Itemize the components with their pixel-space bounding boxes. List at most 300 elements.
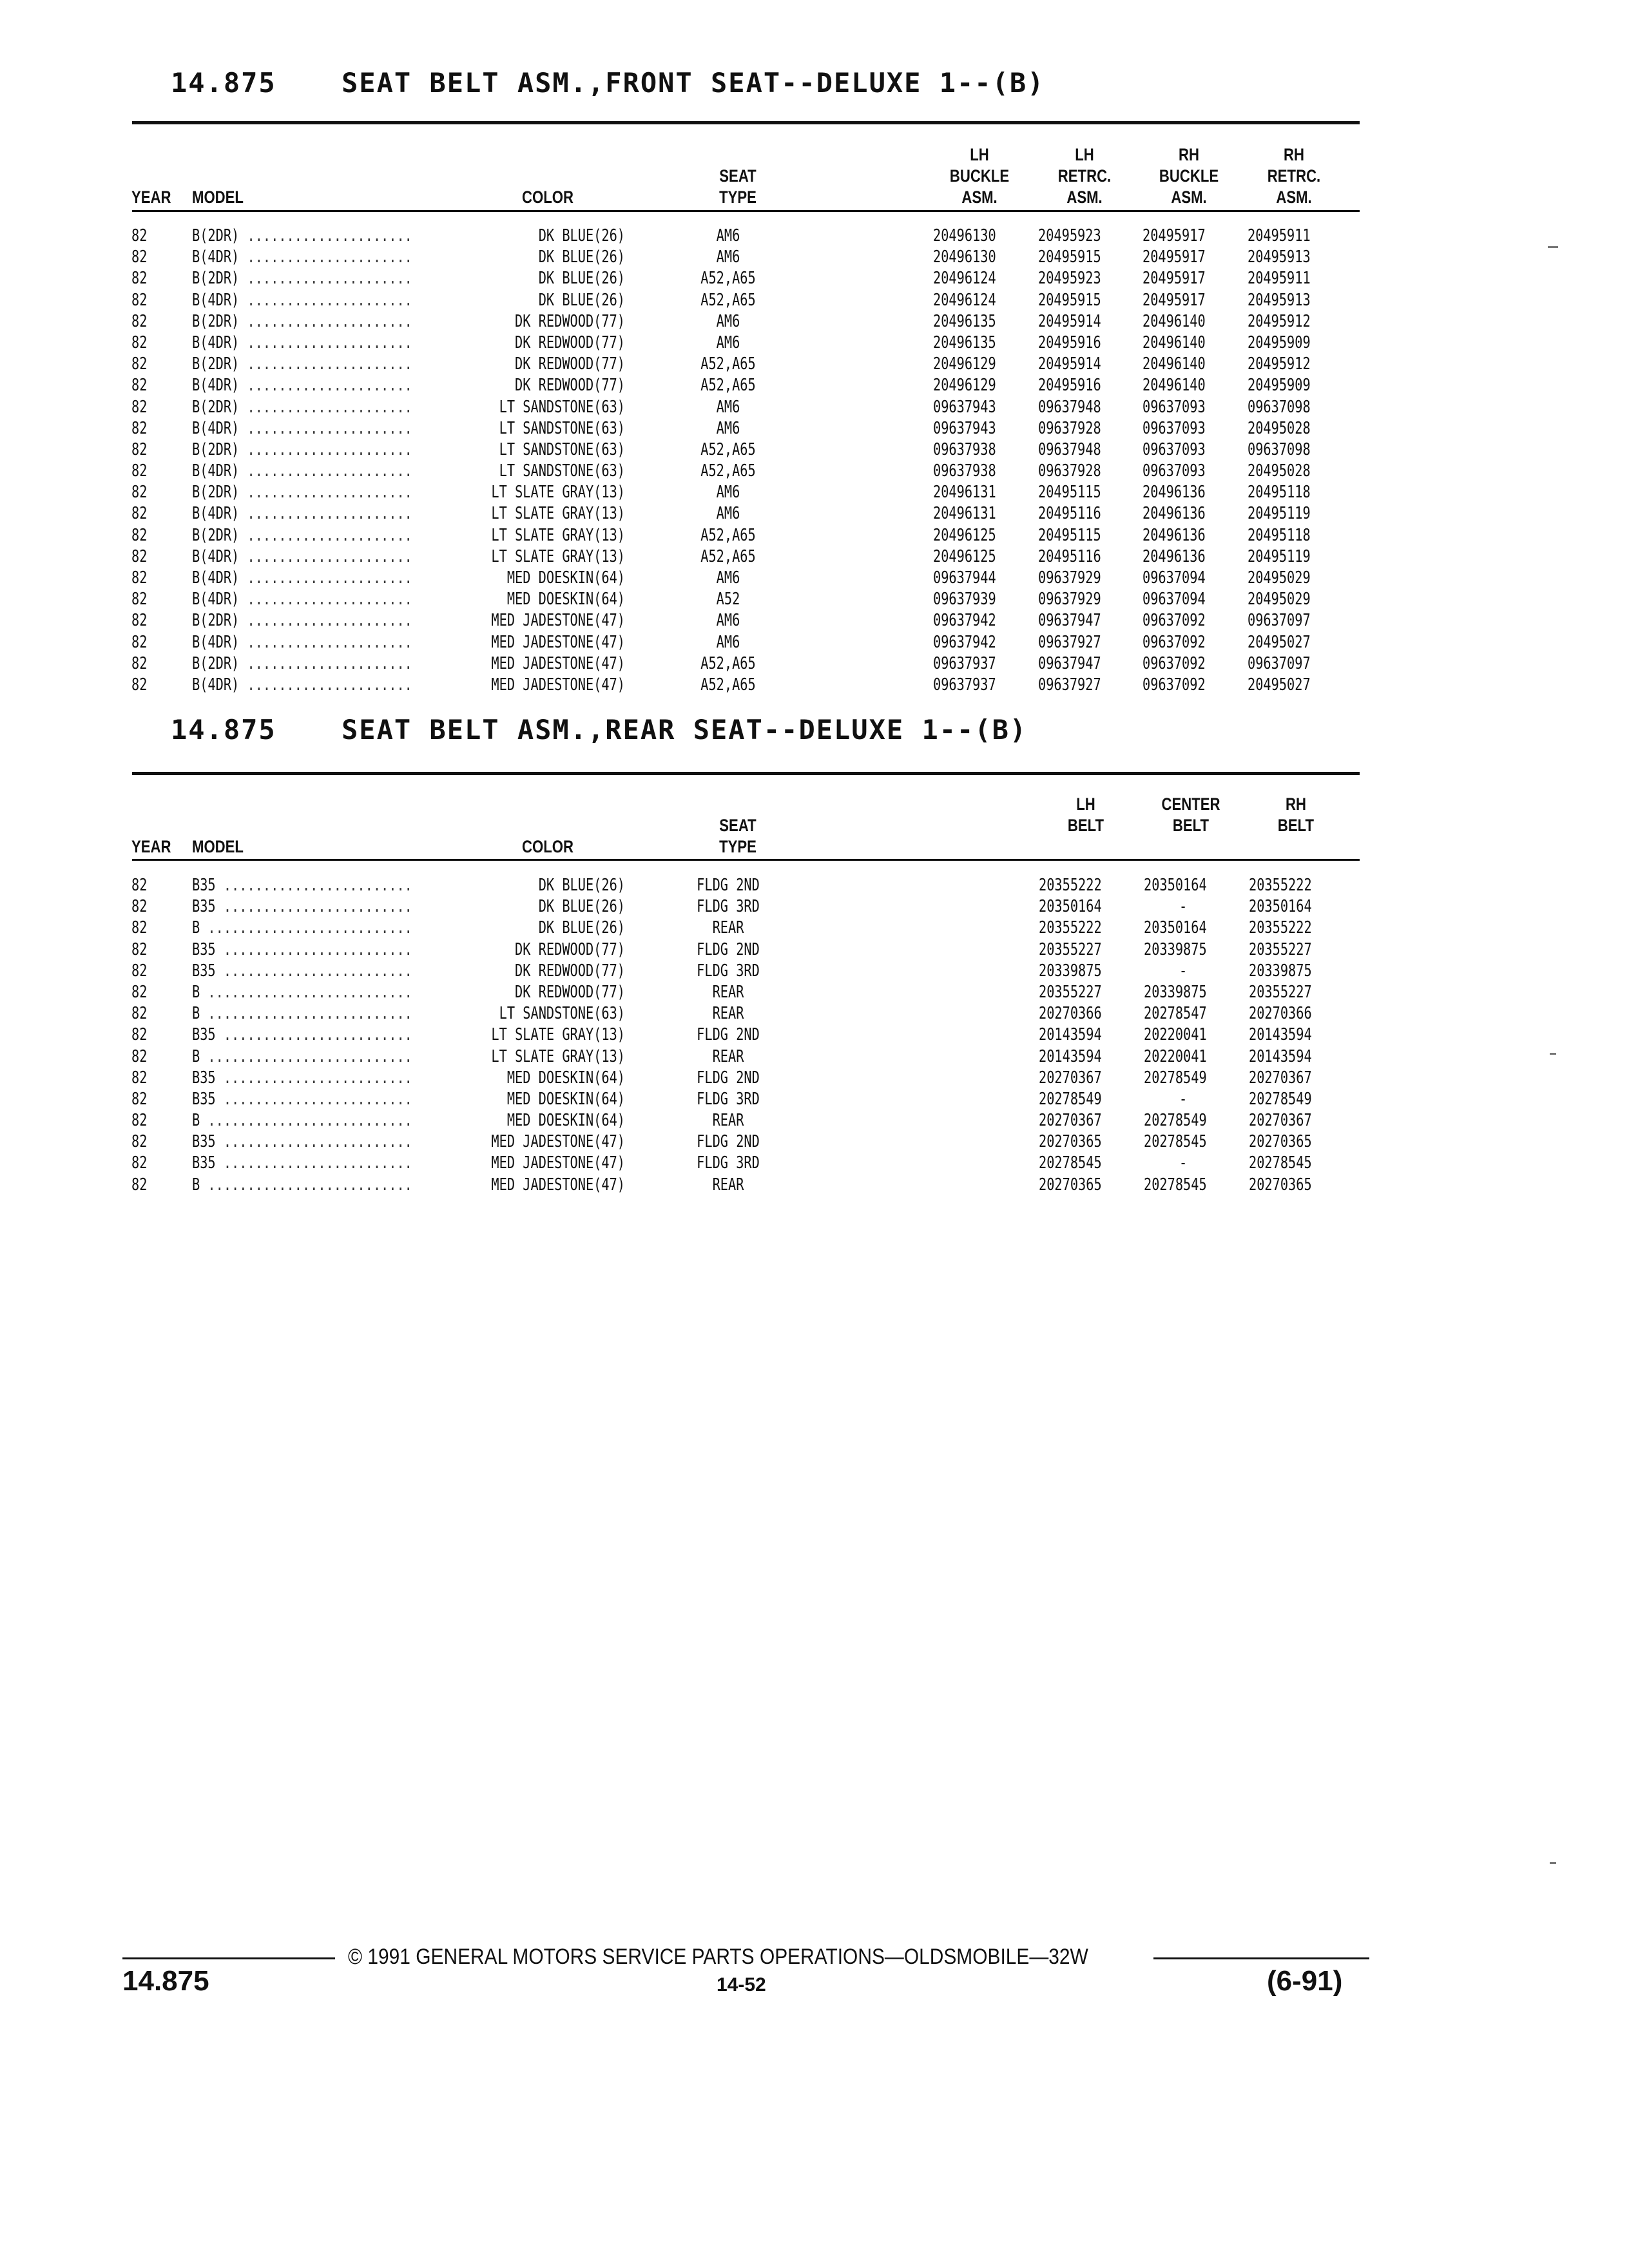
lh-retrc-cell: 09637927 (1038, 675, 1101, 695)
rh-retrc-cell: 20495029 (1248, 568, 1311, 588)
year-cell: 82 (131, 611, 148, 631)
center-belt-cell: 20350164 (1144, 918, 1207, 938)
lh-buckle-cell: 20496135 (933, 332, 996, 352)
model-cell: B(4DR) ..... (192, 546, 412, 568)
front-header-rh-retrc-2: RETRC. (1267, 166, 1321, 186)
model-cell: B35 ..... (192, 875, 412, 896)
color-cell: MED DOESKIN(64) (459, 1068, 625, 1089)
seat-type-cell: AM6 (716, 247, 740, 267)
year-cell: 82 (131, 918, 148, 938)
color-cell: DK REDWOOD(77) (459, 939, 625, 961)
lh-buckle-cell: 20496131 (933, 504, 996, 524)
footer-rule-right (1153, 1957, 1369, 1959)
model-cell: B(2DR) ..... (192, 311, 412, 332)
rh-belt-cell: 20143594 (1249, 1046, 1312, 1066)
year-cell: 82 (131, 1046, 148, 1066)
table-row (0, 375, 1629, 396)
model-cell: B35 ..... (192, 1131, 412, 1153)
center-belt-cell: 20339875 (1144, 939, 1207, 959)
lh-retrc-cell: 09637928 (1038, 418, 1101, 438)
seat-type-cell: A52,A65 (700, 376, 756, 396)
center-belt-cell: - (1179, 961, 1188, 981)
year-cell: 82 (131, 439, 148, 459)
color-cell: DK BLUE(26) (459, 290, 625, 311)
lh-buckle-cell: 20496130 (933, 247, 996, 267)
year-cell: 82 (131, 483, 148, 503)
rh-retrc-cell: 20495913 (1248, 247, 1311, 267)
color-cell: LT SLATE GRAY(13) (459, 482, 625, 503)
rh-belt-cell: 20278549 (1249, 1089, 1312, 1109)
rh-belt-cell: 20355222 (1249, 876, 1312, 895)
lh-buckle-cell: 09637942 (933, 611, 996, 631)
year-cell: 82 (131, 1111, 148, 1131)
table-row (0, 610, 1629, 631)
color-cell: LT SANDSTONE(63) (459, 461, 625, 482)
center-belt-cell: 20278547 (1144, 1004, 1207, 1024)
lh-belt-cell: 20143594 (1039, 1025, 1102, 1045)
rear-top-rule (132, 772, 1360, 775)
model-cell: B35 ..... (192, 939, 412, 961)
lh-retrc-cell: 20495923 (1038, 226, 1101, 245)
table-row (0, 268, 1629, 289)
lh-belt-cell: 20355222 (1039, 876, 1102, 895)
front-header-rh-retrc-1: RH (1284, 145, 1304, 164)
year-cell: 82 (131, 418, 148, 438)
center-belt-cell: 20278545 (1144, 1175, 1207, 1195)
lh-buckle-cell: 20496129 (933, 354, 996, 374)
rh-buckle-cell: 20495917 (1142, 247, 1206, 267)
rh-belt-cell: 20278545 (1249, 1153, 1312, 1173)
model-cell: B(2DR) ..... (192, 397, 412, 418)
seat-type-cell: A52,A65 (700, 653, 756, 673)
center-belt-cell: 20278545 (1144, 1132, 1207, 1152)
model-cell: B(4DR) ..... (192, 332, 412, 354)
seat-type-cell: AM6 (716, 226, 740, 245)
color-cell: DK REDWOOD(77) (459, 375, 625, 396)
seat-type-cell: A52,A65 (700, 439, 756, 459)
lh-retrc-cell: 09637947 (1038, 611, 1101, 631)
lh-retrc-cell: 20495923 (1038, 269, 1101, 289)
model-cell: B(4DR) ..... (192, 632, 412, 653)
color-cell: MED DOESKIN(64) (459, 1089, 625, 1110)
model-cell: B(4DR) ..... (192, 568, 412, 589)
lh-retrc-cell: 09637929 (1038, 568, 1101, 588)
center-belt-cell: - (1179, 1153, 1188, 1173)
rh-buckle-cell: 20496140 (1142, 376, 1206, 396)
color-cell: MED JADESTONE(47) (459, 632, 625, 653)
lh-retrc-cell: 20495915 (1038, 247, 1101, 267)
rh-retrc-cell: 20495913 (1248, 290, 1311, 310)
model-cell: B(4DR) ..... (192, 375, 412, 396)
model-cell: B ..... (192, 982, 412, 1003)
lh-buckle-cell: 20496129 (933, 376, 996, 396)
rear-header-center-belt-2: BELT (1172, 816, 1210, 835)
seat-type-cell: FLDG 2ND (697, 1132, 760, 1152)
front-header-type: TYPE (719, 187, 757, 207)
year-cell: 82 (131, 1132, 148, 1152)
color-cell: DK REDWOOD(77) (459, 961, 625, 982)
rh-buckle-cell: 20496136 (1142, 483, 1206, 503)
lh-buckle-cell: 09637937 (933, 653, 996, 673)
color-cell: DK REDWOOD(77) (459, 354, 625, 375)
rh-belt-cell: 20355227 (1249, 939, 1312, 959)
seat-type-cell: AM6 (716, 504, 740, 524)
table-row (0, 675, 1629, 696)
lh-buckle-cell: 09637943 (933, 397, 996, 417)
seat-type-cell: REAR (712, 918, 744, 938)
lh-belt-cell: 20270367 (1039, 1111, 1102, 1131)
seat-type-cell: REAR (712, 982, 744, 1002)
rh-belt-cell: 20270365 (1249, 1132, 1312, 1152)
lh-buckle-cell: 20496131 (933, 483, 996, 503)
rh-buckle-cell: 09637092 (1142, 632, 1206, 652)
front-header-year: YEAR (131, 187, 171, 207)
model-cell: B(2DR) ..... (192, 268, 412, 289)
color-cell: DK BLUE(26) (459, 896, 625, 918)
year-cell: 82 (131, 1025, 148, 1045)
lh-buckle-cell: 09637942 (933, 632, 996, 652)
seat-type-cell: AM6 (716, 332, 740, 352)
lh-belt-cell: 20355222 (1039, 918, 1102, 938)
color-cell: LT SLATE GRAY(13) (459, 1024, 625, 1046)
seat-type-cell: A52 (716, 590, 740, 610)
model-cell: B35 ..... (192, 961, 412, 982)
color-cell: MED JADESTONE(47) (459, 610, 625, 631)
rh-retrc-cell: 20495028 (1248, 418, 1311, 438)
rear-header-type: TYPE (719, 837, 757, 856)
table-row (0, 397, 1629, 418)
color-cell: LT SLATE GRAY(13) (459, 525, 625, 546)
lh-belt-cell: 20355227 (1039, 982, 1102, 1002)
rh-buckle-cell: 09637093 (1142, 418, 1206, 438)
rh-buckle-cell: 20496140 (1142, 354, 1206, 374)
model-cell: B35 ..... (192, 1068, 412, 1089)
lh-belt-cell: 20270367 (1039, 1068, 1102, 1088)
center-belt-cell: 20350164 (1144, 876, 1207, 895)
front-header-color: COLOR (522, 187, 574, 207)
rear-header-rh-belt-1: RH (1286, 794, 1306, 814)
table-row (0, 1003, 1629, 1024)
lh-buckle-cell: 09637938 (933, 461, 996, 481)
rh-buckle-cell: 20496140 (1142, 332, 1206, 352)
rh-buckle-cell: 20495917 (1142, 290, 1206, 310)
lh-buckle-cell: 20496125 (933, 546, 996, 566)
lh-retrc-cell: 20495916 (1038, 332, 1101, 352)
year-cell: 82 (131, 1068, 148, 1088)
color-cell: LT SLATE GRAY(13) (459, 546, 625, 568)
lh-retrc-cell: 09637948 (1038, 397, 1101, 417)
rh-belt-cell: 20339875 (1249, 961, 1312, 981)
front-header-rh-buckle-3: ASM. (1171, 187, 1207, 207)
year-cell: 82 (131, 546, 148, 566)
front-header-lh-buckle-2: BUCKLE (949, 166, 1010, 186)
table-row (0, 1024, 1629, 1046)
rh-retrc-cell: 20495909 (1248, 332, 1311, 352)
seat-type-cell: REAR (712, 1004, 744, 1024)
year-cell: 82 (131, 226, 148, 245)
rear-table-body (0, 875, 1629, 1196)
table-row (0, 418, 1629, 439)
model-cell: B35 ..... (192, 896, 412, 918)
color-cell: MED DOESKIN(64) (459, 568, 625, 589)
table-row (0, 632, 1629, 653)
year-cell: 82 (131, 632, 148, 652)
lh-belt-cell: 20270365 (1039, 1132, 1102, 1152)
model-cell: B(4DR) ..... (192, 675, 412, 696)
color-cell: DK REDWOOD(77) (459, 332, 625, 354)
lh-retrc-cell: 20495914 (1038, 311, 1101, 331)
rear-header-year: YEAR (131, 837, 171, 856)
year-cell: 82 (131, 376, 148, 396)
table-row (0, 568, 1629, 589)
seat-type-cell: AM6 (716, 568, 740, 588)
table-row (0, 1175, 1629, 1196)
rh-retrc-cell: 09637098 (1248, 397, 1311, 417)
rh-buckle-cell: 09637093 (1142, 439, 1206, 459)
lh-belt-cell: 20270365 (1039, 1175, 1102, 1195)
model-cell: B(4DR) ..... (192, 418, 412, 439)
lh-buckle-cell: 09637944 (933, 568, 996, 588)
front-header-rh-buckle-2: BUCKLE (1159, 166, 1219, 186)
rh-belt-cell: 20355222 (1249, 918, 1312, 938)
year-cell: 82 (131, 1153, 148, 1173)
front-section-heading (171, 67, 1045, 99)
rh-buckle-cell: 20495917 (1142, 269, 1206, 289)
model-cell: B ..... (192, 1046, 412, 1068)
seat-type-cell: REAR (712, 1175, 744, 1195)
footer-page-number: 14-52 (717, 1974, 766, 1995)
lh-retrc-cell: 09637948 (1038, 439, 1101, 459)
model-cell: B35 ..... (192, 1024, 412, 1046)
lh-buckle-cell: 20496124 (933, 269, 996, 289)
seat-type-cell: FLDG 2ND (697, 1068, 760, 1088)
year-cell: 82 (131, 269, 148, 289)
year-cell: 82 (131, 568, 148, 588)
rh-buckle-cell: 09637094 (1142, 590, 1206, 610)
scan-speck (1550, 1053, 1556, 1055)
color-cell: MED JADESTONE(47) (459, 653, 625, 675)
rear-header-lh-belt-2: BELT (1067, 816, 1104, 835)
model-cell: B35 ..... (192, 1089, 412, 1110)
table-row (0, 982, 1629, 1003)
lh-belt-cell: 20143594 (1039, 1046, 1102, 1066)
seat-type-cell: AM6 (716, 311, 740, 331)
lh-buckle-cell: 20496124 (933, 290, 996, 310)
rear-section-title: SEAT BELT ASM.,REAR SEAT--DELUXE 1--(B) (342, 714, 1028, 745)
scan-speck (1548, 246, 1558, 248)
center-belt-cell: 20220041 (1144, 1025, 1207, 1045)
table-row (0, 461, 1629, 482)
seat-type-cell: FLDG 2ND (697, 876, 760, 895)
model-cell: B ..... (192, 918, 412, 939)
rear-header-center-belt-1: CENTER (1161, 794, 1220, 814)
model-cell: B(2DR) ..... (192, 354, 412, 375)
model-cell: B(2DR) ..... (192, 610, 412, 631)
seat-type-cell: A52,A65 (700, 675, 756, 695)
lh-buckle-cell: 09637937 (933, 675, 996, 695)
table-row (0, 1046, 1629, 1068)
rh-buckle-cell: 20496140 (1142, 311, 1206, 331)
model-cell: B(2DR) ..... (192, 525, 412, 546)
seat-type-cell: A52,A65 (700, 525, 756, 545)
table-row (0, 546, 1629, 568)
model-cell: B(2DR) ..... (192, 226, 412, 247)
rh-retrc-cell: 20495909 (1248, 376, 1311, 396)
rear-header-color: COLOR (522, 837, 574, 856)
front-section-title: SEAT BELT ASM.,FRONT SEAT--DELUXE 1--(B) (342, 67, 1045, 99)
model-cell: B35 ..... (192, 1153, 412, 1174)
seat-type-cell: FLDG 3RD (697, 1089, 760, 1109)
seat-type-cell: FLDG 2ND (697, 1025, 760, 1045)
year-cell: 82 (131, 897, 148, 917)
rh-buckle-cell: 09637094 (1142, 568, 1206, 588)
center-belt-cell: 20278549 (1144, 1068, 1207, 1088)
seat-type-cell: FLDG 3RD (697, 961, 760, 981)
rh-buckle-cell: 20495917 (1142, 226, 1206, 245)
rh-retrc-cell: 20495912 (1248, 311, 1311, 331)
lh-buckle-cell: 20496135 (933, 311, 996, 331)
year-cell: 82 (131, 1004, 148, 1024)
year-cell: 82 (131, 332, 148, 352)
rh-buckle-cell: 09637092 (1142, 653, 1206, 673)
rear-header-model: MODEL (192, 837, 244, 856)
table-row (0, 653, 1629, 675)
table-row (0, 1153, 1629, 1174)
front-section-number: 14.875 (171, 67, 276, 99)
lh-retrc-cell: 20495915 (1038, 290, 1101, 310)
table-row (0, 439, 1629, 461)
table-row (0, 875, 1629, 896)
model-cell: B(4DR) ..... (192, 290, 412, 311)
rear-header-seat: SEAT (719, 816, 757, 835)
table-row (0, 332, 1629, 354)
table-row (0, 1131, 1629, 1153)
seat-type-cell: REAR (712, 1111, 744, 1131)
rh-retrc-cell: 09637097 (1248, 611, 1311, 631)
lh-retrc-cell: 09637947 (1038, 653, 1101, 673)
rh-retrc-cell: 20495028 (1248, 461, 1311, 481)
lh-retrc-cell: 20495914 (1038, 354, 1101, 374)
color-cell: MED DOESKIN(64) (459, 589, 625, 610)
lh-retrc-cell: 09637928 (1038, 461, 1101, 481)
rh-retrc-cell: 20495029 (1248, 590, 1311, 610)
lh-belt-cell: 20278545 (1039, 1153, 1102, 1173)
model-cell: B(4DR) ..... (192, 589, 412, 610)
lh-buckle-cell: 09637939 (933, 590, 996, 610)
color-cell: DK BLUE(26) (459, 268, 625, 289)
rh-retrc-cell: 09637098 (1248, 439, 1311, 459)
year-cell: 82 (131, 504, 148, 524)
table-row (0, 503, 1629, 524)
rh-retrc-cell: 09637097 (1248, 653, 1311, 673)
year-cell: 82 (131, 675, 148, 695)
year-cell: 82 (131, 461, 148, 481)
year-cell: 82 (131, 961, 148, 981)
color-cell: MED JADESTONE(47) (459, 1153, 625, 1174)
rh-buckle-cell: 09637093 (1142, 461, 1206, 481)
front-header-seat: SEAT (719, 166, 757, 186)
rh-buckle-cell: 20496136 (1142, 504, 1206, 524)
color-cell: LT SLATE GRAY(13) (459, 503, 625, 524)
color-cell: MED JADESTONE(47) (459, 675, 625, 696)
color-cell: DK REDWOOD(77) (459, 982, 625, 1003)
lh-buckle-cell: 20496130 (933, 226, 996, 245)
color-cell: LT SANDSTONE(63) (459, 1003, 625, 1024)
year-cell: 82 (131, 247, 148, 267)
color-cell: DK REDWOOD(77) (459, 311, 625, 332)
lh-retrc-cell: 20495916 (1038, 376, 1101, 396)
rh-belt-cell: 20350164 (1249, 897, 1312, 917)
year-cell: 82 (131, 982, 148, 1002)
rh-belt-cell: 20143594 (1249, 1025, 1312, 1045)
table-row (0, 589, 1629, 610)
seat-type-cell: FLDG 3RD (697, 897, 760, 917)
front-header-rh-retrc-3: ASM. (1276, 187, 1312, 207)
seat-type-cell: FLDG 2ND (697, 939, 760, 959)
seat-type-cell: REAR (712, 1046, 744, 1066)
rh-retrc-cell: 20495911 (1248, 269, 1311, 289)
rh-belt-cell: 20270367 (1249, 1068, 1312, 1088)
rh-retrc-cell: 20495911 (1248, 226, 1311, 245)
seat-type-cell: FLDG 3RD (697, 1153, 760, 1173)
rh-retrc-cell: 20495119 (1248, 504, 1311, 524)
front-header-rh-buckle-1: RH (1179, 145, 1199, 164)
color-cell: MED JADESTONE(47) (459, 1175, 625, 1196)
lh-retrc-cell: 20495116 (1038, 546, 1101, 566)
rh-retrc-cell: 20495912 (1248, 354, 1311, 374)
lh-belt-cell: 20355227 (1039, 939, 1102, 959)
center-belt-cell: 20220041 (1144, 1046, 1207, 1066)
year-cell: 82 (131, 1089, 148, 1109)
seat-type-cell: A52,A65 (700, 461, 756, 481)
front-header-lh-buckle-3: ASM. (961, 187, 998, 207)
color-cell: MED DOESKIN(64) (459, 1110, 625, 1131)
table-row (0, 247, 1629, 268)
lh-belt-cell: 20350164 (1039, 897, 1102, 917)
table-row (0, 226, 1629, 247)
footer-date-code: (6-91) (1267, 1965, 1343, 1997)
year-cell: 82 (131, 397, 148, 417)
color-cell: DK BLUE(26) (459, 875, 625, 896)
center-belt-cell: - (1179, 897, 1188, 917)
rear-section-number: 14.875 (171, 714, 276, 745)
front-table-body (0, 226, 1629, 696)
rh-belt-cell: 20355227 (1249, 982, 1312, 1002)
color-cell: DK BLUE(26) (459, 918, 625, 939)
year-cell: 82 (131, 653, 148, 673)
seat-type-cell: A52,A65 (700, 269, 756, 289)
year-cell: 82 (131, 1175, 148, 1195)
rh-retrc-cell: 20495118 (1248, 525, 1311, 545)
rh-retrc-cell: 20495027 (1248, 675, 1311, 695)
rear-header-rule (132, 859, 1360, 861)
lh-buckle-cell: 09637943 (933, 418, 996, 438)
color-cell: MED JADESTONE(47) (459, 1131, 625, 1153)
lh-buckle-cell: 20496125 (933, 525, 996, 545)
model-cell: B(2DR) ..... (192, 482, 412, 503)
rear-header-rh-belt-2: BELT (1277, 816, 1315, 835)
front-header-lh-buckle-1: LH (970, 145, 989, 164)
center-belt-cell: 20278549 (1144, 1111, 1207, 1131)
table-row (0, 525, 1629, 546)
color-cell: DK BLUE(26) (459, 247, 625, 268)
color-cell: LT SANDSTONE(63) (459, 397, 625, 418)
rh-buckle-cell: 09637092 (1142, 611, 1206, 631)
model-cell: B(2DR) ..... (192, 439, 412, 461)
front-header-model: MODEL (192, 187, 244, 207)
year-cell: 82 (131, 590, 148, 610)
front-header-lh-retrc-2: RETRC. (1057, 166, 1112, 186)
